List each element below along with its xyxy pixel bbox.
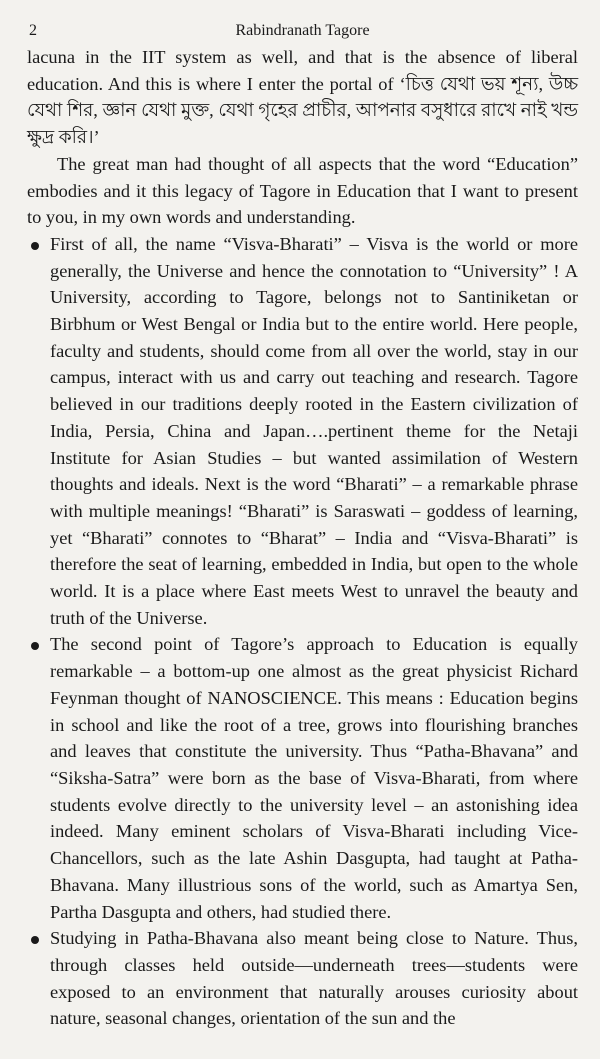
bullet-text: The second point of Tagore’s approach to Education is equally remarkable – a bottom-up one almost as the great physicist Richard Feynman thought of NANOSCIENCE. This means : Education begins in school and like the root of a tree, grows into flourishing branches and leaves that constitute the university. Thus “Patha-Bhavana” and “Siksha-Satra” were born as the base of Visva-Bharati, from where students evolve directly to the university level – an astonishing idea indeed. Many eminent scholars of Visva-Bharati including Vice-Chancellors, such as the late Ashin Dasgupta, had taught at Patha-Bhavana. Many illustrious sons of the world, such as Amartya Sen, Partha Dasgupta and others, had studied there. [50,634,578,922]
intro-paragraph: The great man had thought of all aspects that the word “Education” embodies and it this legacy of Tagore in Education that I want to present to you, in my own words and understanding. [27,153,578,228]
opening-paragraph: lacuna in the IIT system as well, and that is the absence of liberal education. And this is where I enter the portal of ‘চিত্ত যেথা ভয় শূন্য, উচ্চ যেথা শির, জ্ঞান যেথা মুক্ত, যেথা গৃহের প্রাচীর, আপনার বসুধারে রাখে নাই খন্ড ক্ষুদ্র করি।’ [27,47,578,148]
bullet-text: First of all, the name “Visva-Bharati” – Visva is the world or more generally, the Universe and hence the connotation to “University” ! A University, according to Tagore, belongs not to Santiniketan or Birbhum or West Bengal or India but to the entire world. Here people, faculty and students, should come from all over the world, stay in our campus, interact with us and carry out teaching and research. Tagore believed in our traditions deeply rooted in the Eastern civilization of India, Persia, China and Japan….pertinent theme for the Netaji Institute for Asian Studies – but wanted assimilation of Western thoughts and ideals. Next is the word “Bharati” – a remarkable phrase with multiple meanings! “Bharati” is Saraswati – goddess of learning, yet “Bharati” connotes to “Bharat” – India and “Visva-Bharati” is therefore the seat of learning, embedded in India, but open to the whole world. It is a place where East meets West to unravel the beauty and truth of the Universe. [50,233,578,628]
bullet-icon [31,936,39,944]
bullet-point [27,631,578,925]
page-body [27,44,578,1032]
page-header [27,0,578,44]
bullet-point [27,231,578,632]
bullet-icon [31,242,39,250]
bullet-icon [31,642,39,650]
bullet-point [27,925,578,1032]
bullet-text: Studying in Patha-Bhavana also meant being close to Nature. Thus, through classes held outside—underneath trees—students were exposed to an environment that naturally arouses curiosity about nature, seasonal changes, orientation of the sun and the [50,928,578,1029]
running-head: Rabindranath Tagore [235,22,370,39]
bullet-list [27,231,578,1032]
page-number: 2 [29,22,37,39]
